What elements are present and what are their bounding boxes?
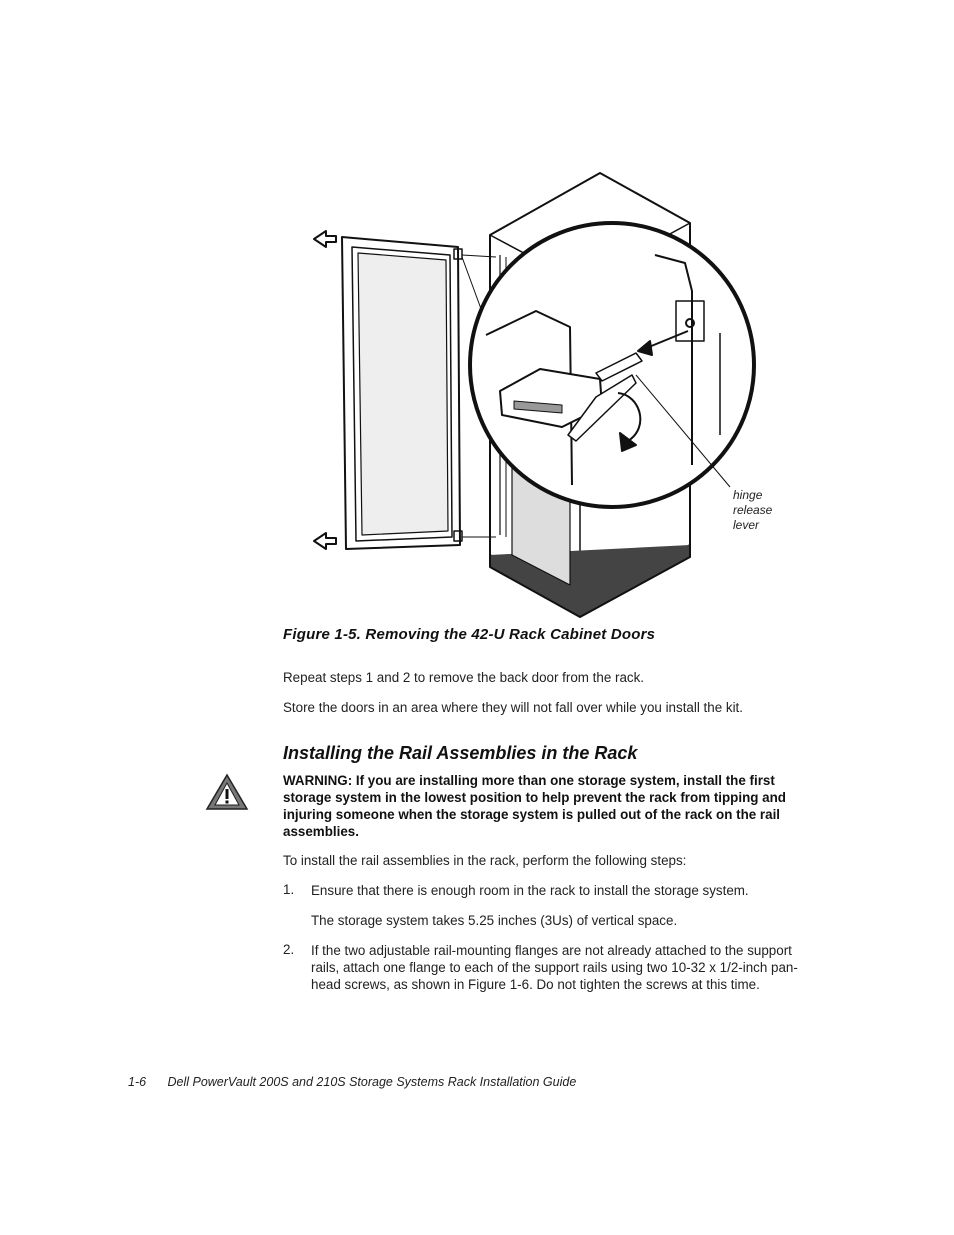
- callout-line-3: lever: [733, 518, 760, 532]
- warning-text: WARNING: If you are installing more than one storage system, install the first storage system in the lowest position to help prevent the rack from tipping and injuring someone when the storage system is pulled out of the rack on the rail assemblies.: [283, 773, 786, 839]
- callout-line-1: hinge: [733, 488, 763, 502]
- step-1-note: The storage system takes 5.25 inches (3Us) of vertical space.: [311, 913, 678, 928]
- page-footer: [128, 1075, 576, 1089]
- warning-icon: [205, 773, 249, 811]
- steps-intro: To install the rail assemblies in the rack, perform the following steps:: [283, 853, 687, 868]
- step-1-number: 1.: [283, 882, 295, 897]
- section-heading: Installing the Rail Assemblies in the Rack: [283, 743, 638, 763]
- paragraph-store-doors: Store the doors in an area where they will not fall over while you install the kit.: [283, 700, 743, 715]
- hinge-release-lever-callout: [733, 488, 772, 533]
- rack-door-removal-illustration: [300, 165, 780, 625]
- step-1-text: Ensure that there is enough room in the rack to install the storage system.: [311, 883, 749, 898]
- page-number: 1-6: [128, 1075, 147, 1089]
- figure-caption: Figure 1-5. Removing the 42-U Rack Cabinet Doors: [283, 626, 656, 643]
- step-2-number: 2.: [283, 942, 295, 957]
- step-2-text: If the two adjustable rail-mounting flanges are not already attached to the support rails, attach one flange to each of the support rails using two 10-32 x 1/2-inch pan-head screws, as shown in Figure 1-6. Do not tighten the screws at this time.: [311, 943, 798, 992]
- callout-line-2: release: [733, 503, 773, 517]
- document-title: Dell PowerVault 200S and 210S Storage Systems Rack Installation Guide: [167, 1075, 577, 1089]
- paragraph-repeat-steps: Repeat steps 1 and 2 to remove the back door from the rack.: [283, 670, 644, 685]
